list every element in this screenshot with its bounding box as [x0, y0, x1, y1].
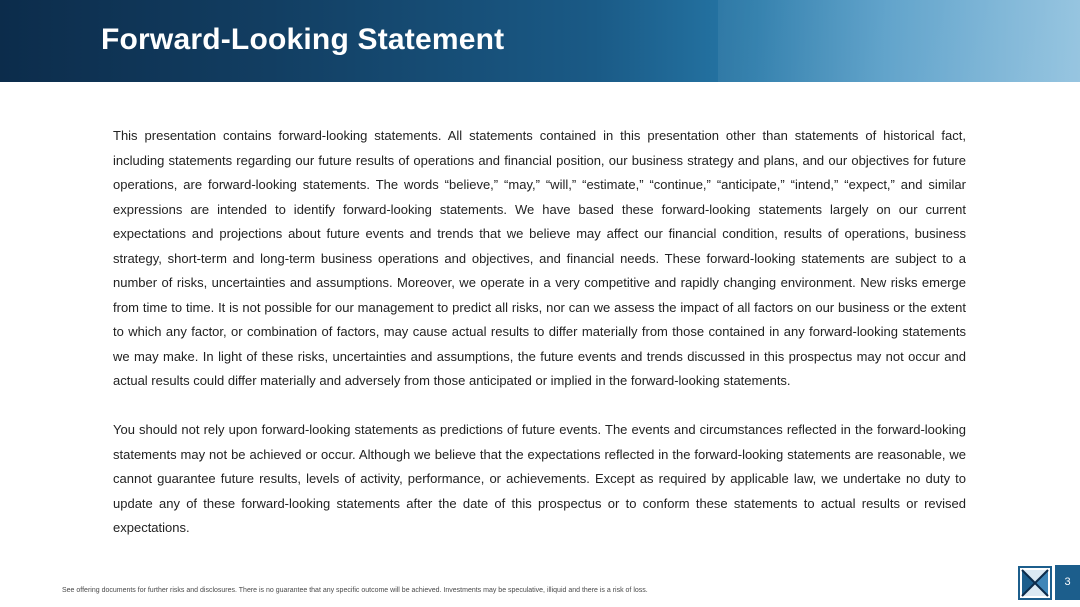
page-number: 3 [1064, 576, 1071, 588]
paragraph-reliance: You should not rely upon forward-looking statements as predictions of future events. The events and circumstances reflected in the forward-looking statements may not be achieved or occur. Although we believe that the expectations reflected in the forward-looking statements are reasonable, we cannot guarantee future results, levels of activity, performance, or achievements. Except as required by applicable law, we undertake no duty to update any of these forward-looking statements after the date of this prospectus or to conform these statements to actual results or revised expectations. [113, 422, 966, 535]
company-logo-icon [1018, 566, 1052, 600]
paragraph-forward-looking: This presentation contains forward-looking statements. All statements contained in this presentation other than statements of historical fact, including statements regarding our future results of operations and financial position, our business strategy and plans, and our objectives for future operations, are forward-looking statements. The words “believe,” “may,” “will,” “estimate,” “continue,” “anticipate,” “intend,” “expect,” and similar expressions are intended to identify forward-looking statements. We have based these forward-looking statements largely on our current expectations and projections about future events and trends that we believe may affect our financial condition, results of operations, business strategy, short-term and long-term business operations and objectives, and financial needs. These forward-looking statements are subject to a number of risks, uncertainties and assumptions. Moreover, we operate in a very competitive and rapidly changing environment. New risks emerge from time to time. It is not possible for our management to predict all risks, nor can we assess the impact of all factors on our business or the extent to which any factor, or combination of factors, may cause actual results to differ materially from those contained in any forward-looking statements we may make. In light of these risks, uncertainties and assumptions, the future events and trends discussed in this prospectus may not occur and actual results could differ materially and adversely from those anticipated or implied in the forward-looking statements. [113, 128, 966, 388]
slide-title: Forward-Looking Statement [101, 23, 505, 56]
body-text [113, 124, 966, 565]
footer-disclaimer: See offering documents for further risks and disclosures. There is no guarantee that any specific outcome will be achieved. Investments may be speculative, illiquid and there is a risk of loss. [62, 587, 648, 594]
header-banner [0, 0, 1080, 82]
header-highlight [718, 0, 1080, 82]
